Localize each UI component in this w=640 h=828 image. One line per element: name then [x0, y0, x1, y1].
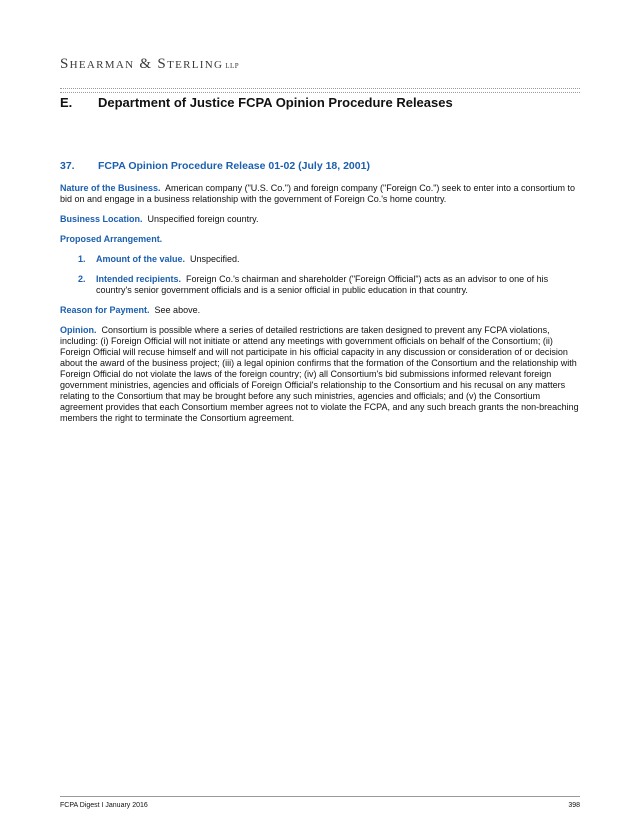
release-title: FCPA Opinion Procedure Release 01-02 (July 18, 2001): [98, 160, 370, 172]
opinion-paragraph: [60, 325, 580, 424]
list-item-number: 1.: [78, 254, 86, 264]
list-item-number: 2.: [78, 274, 86, 284]
opinion-text: Consortium is possible where a series of detailed restrictions are taken designed to prevent any FCPA violations, including: (i) Foreign Official will not initiate or attend any meetings with government officials on behalf of the Consortium; (ii) Foreign Official will recuse himself and will not participate in his official capacity in any discussion or consideration of or decision about the award of the business project; (iii) a legal opinion confirms that the formation of the Consortium and the relationship with Foreign Official do not violate the laws of the foreign country; (iv) all Consortium's bid submissions informed relevant foreign government ministries, agencies and officials of Foreign Official's relationship to the Consortium and his recusal on any matters relating to the Consortium that may be brought before any such ministries, agencies and officials; and (v) the Consortium agreement provides that each Consortium member agrees not to violate the FCPA, and any such breach grants the non-breaching members the right to terminate the Consortium agreement.: [60, 325, 579, 423]
location-paragraph: [60, 214, 580, 225]
section-title: Department of Justice FCPA Opinion Procedure Releases: [98, 95, 453, 110]
header-divider: [60, 88, 580, 93]
section-letter: E.: [60, 95, 73, 110]
arrangement-label: Proposed Arrangement.: [60, 234, 163, 244]
page-number: 398: [568, 802, 580, 809]
firm-name: Shearman & Sterling: [60, 56, 224, 72]
nature-label: Nature of the Business.: [60, 183, 161, 193]
footer-publication: FCPA Digest I January 2016: [60, 802, 148, 809]
firm-suffix: LLP: [225, 62, 240, 70]
reason-label: Reason for Payment.: [60, 305, 150, 315]
footer-divider: [60, 796, 580, 797]
list-item: [60, 254, 580, 265]
list-item-text: Unspecified.: [190, 254, 240, 264]
list-item-label: Amount of the value.: [96, 254, 186, 264]
firm-logo: [60, 56, 239, 73]
release-heading: [60, 161, 580, 172]
nature-paragraph: [60, 183, 580, 205]
release-number: 37.: [60, 160, 75, 172]
location-text: Unspecified foreign country.: [147, 214, 259, 224]
location-label: Business Location.: [60, 214, 143, 224]
list-item-label: Intended recipients.: [96, 274, 182, 284]
nature-text: American company ("U.S. Co.") and foreign company ("Foreign Co.") seek to enter into a consortium to bid on and engage in a business relationship with the government of Foreign Co.'s home country.: [60, 183, 576, 204]
list-item-text: Foreign Co.'s chairman and shareholder ("Foreign Official") acts as an advisor to one of his country's senior government officials and is a senior official in public education in that country.: [96, 274, 549, 295]
list-item: [60, 274, 580, 296]
release-body: [60, 161, 580, 433]
section-heading: [60, 95, 453, 110]
arrangement-heading: [60, 234, 580, 245]
opinion-label: Opinion.: [60, 325, 97, 335]
reason-text: See above.: [154, 305, 201, 315]
reason-paragraph: [60, 305, 580, 316]
